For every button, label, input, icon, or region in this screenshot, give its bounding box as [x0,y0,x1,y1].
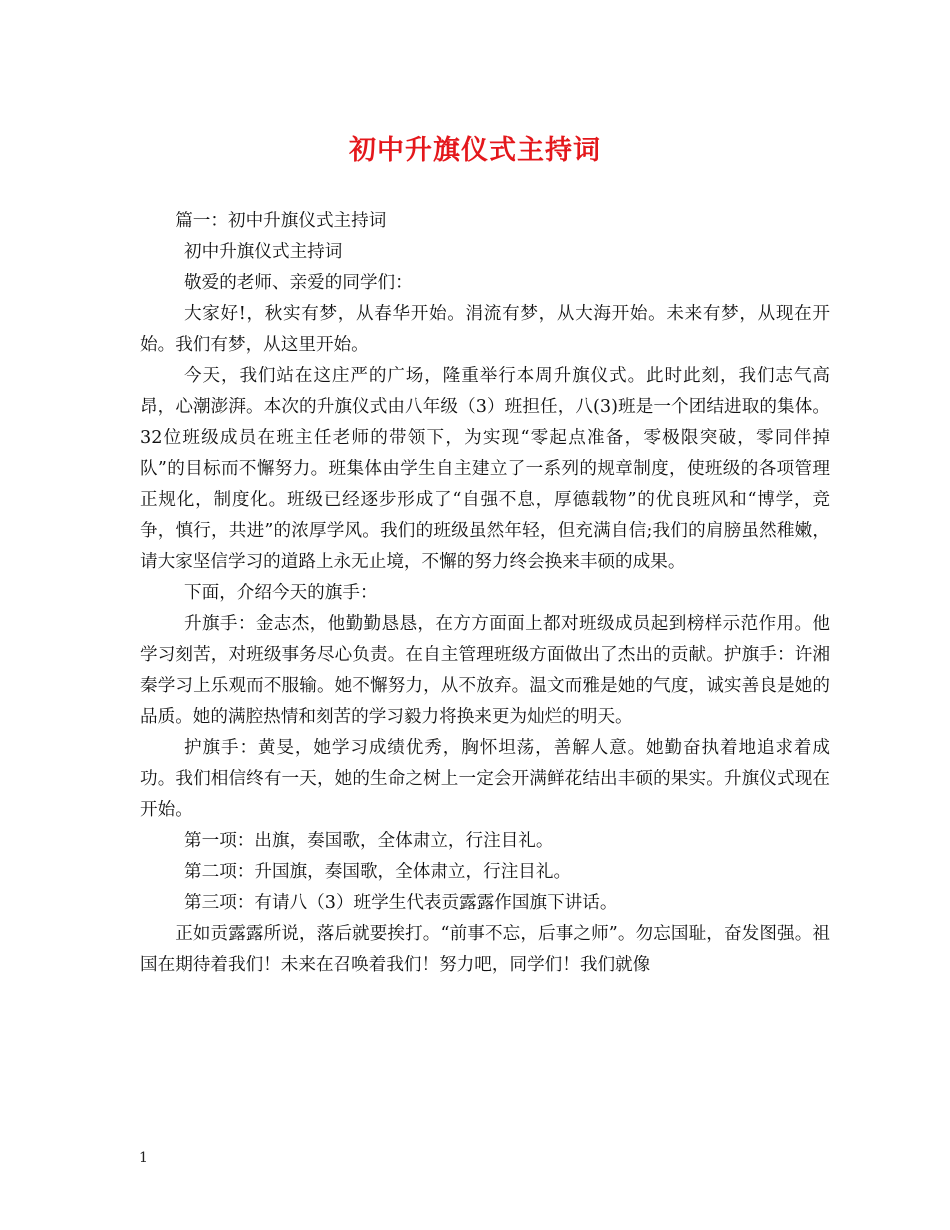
paragraph: 第一项：出旗，奏国歌，全体肃立，行注目礼。 [184,831,554,851]
paragraph: 今天，我们站在这庄严的广场，隆重举行本周升旗仪式。此时此刻，我们志气高昂，心潮澎湃。本次的升旗仪式由八年级（3）班担任，八(3)班是一个团结进取的集体。32位班级成员在班主任老师的带领下，为实现“零起点准备，零极限突破，零同伴掉队”的目标而不懈努力。班集体由学生自主建立了一系列的规章制度，使班级的各项管理正规化，制度化。班级已经逐步形成了“自强不息，厚德载物”的优良班风和“博学，竞争，慎行，共进”的浓厚学风。我们的班级虽然年轻，但充满自信;我们的肩膀虽然稚嫩，请大家坚信学习的道路上永无止境，不懈的努力终会换来丰硕的成果。 [140,366,830,572]
paragraph: 篇一：初中升旗仪式主持词 [175,211,387,231]
paragraph: 初中升旗仪式主持词 [184,242,343,262]
paragraph: 升旗手：金志杰，他勤勤恳恳，在方方面面上都对班级成员起到榜样示范作用。他学习刻苦，对班级事务尽心负责。在自主管理班级方面做出了杰出的贡献。护旗手：许湘秦学习上乐观而不服输。她不懈努力，从不放弃。温文而雅是她的气度，诚实善良是她的品质。她的满腔热情和刻苦的学习毅力将换来更为灿烂的明天。 [140,614,830,727]
paragraph: 第二项：升国旗，奏国歌，全体肃立，行注目礼。 [184,862,572,882]
paragraph: 敬爱的老师、亲爱的同学们： [184,273,413,293]
paragraph: 正如贡露露所说，落后就要挨打。“前事不忘，后事之师”。勿忘国耻，奋发图强。祖国在期待着我们！未来在召唤着我们！努力吧，同学们！我们就像 [140,924,830,975]
document-title: 初中升旗仪式主持词 [349,135,601,166]
page-number: 1 [139,1150,148,1166]
paragraph: 护旗手：黄旻，她学习成绩优秀，胸怀坦荡，善解人意。她勤奋执着地追求着成功。我们相信终有一天，她的生命之树上一定会开满鲜花结出丰硕的果实。升旗仪式现在开始。 [140,738,830,820]
paragraph: 下面，介绍今天的旗手： [184,583,378,603]
paragraph: 第三项：有请八（3）班学生代表贡露露作国旗下讲话。 [184,893,618,913]
document-body [140,206,830,981]
paragraph: 大家好!，秋实有梦，从春华开始。涓流有梦，从大海开始。未来有梦，从现在开始。我们有梦，从这里开始。 [140,304,830,355]
